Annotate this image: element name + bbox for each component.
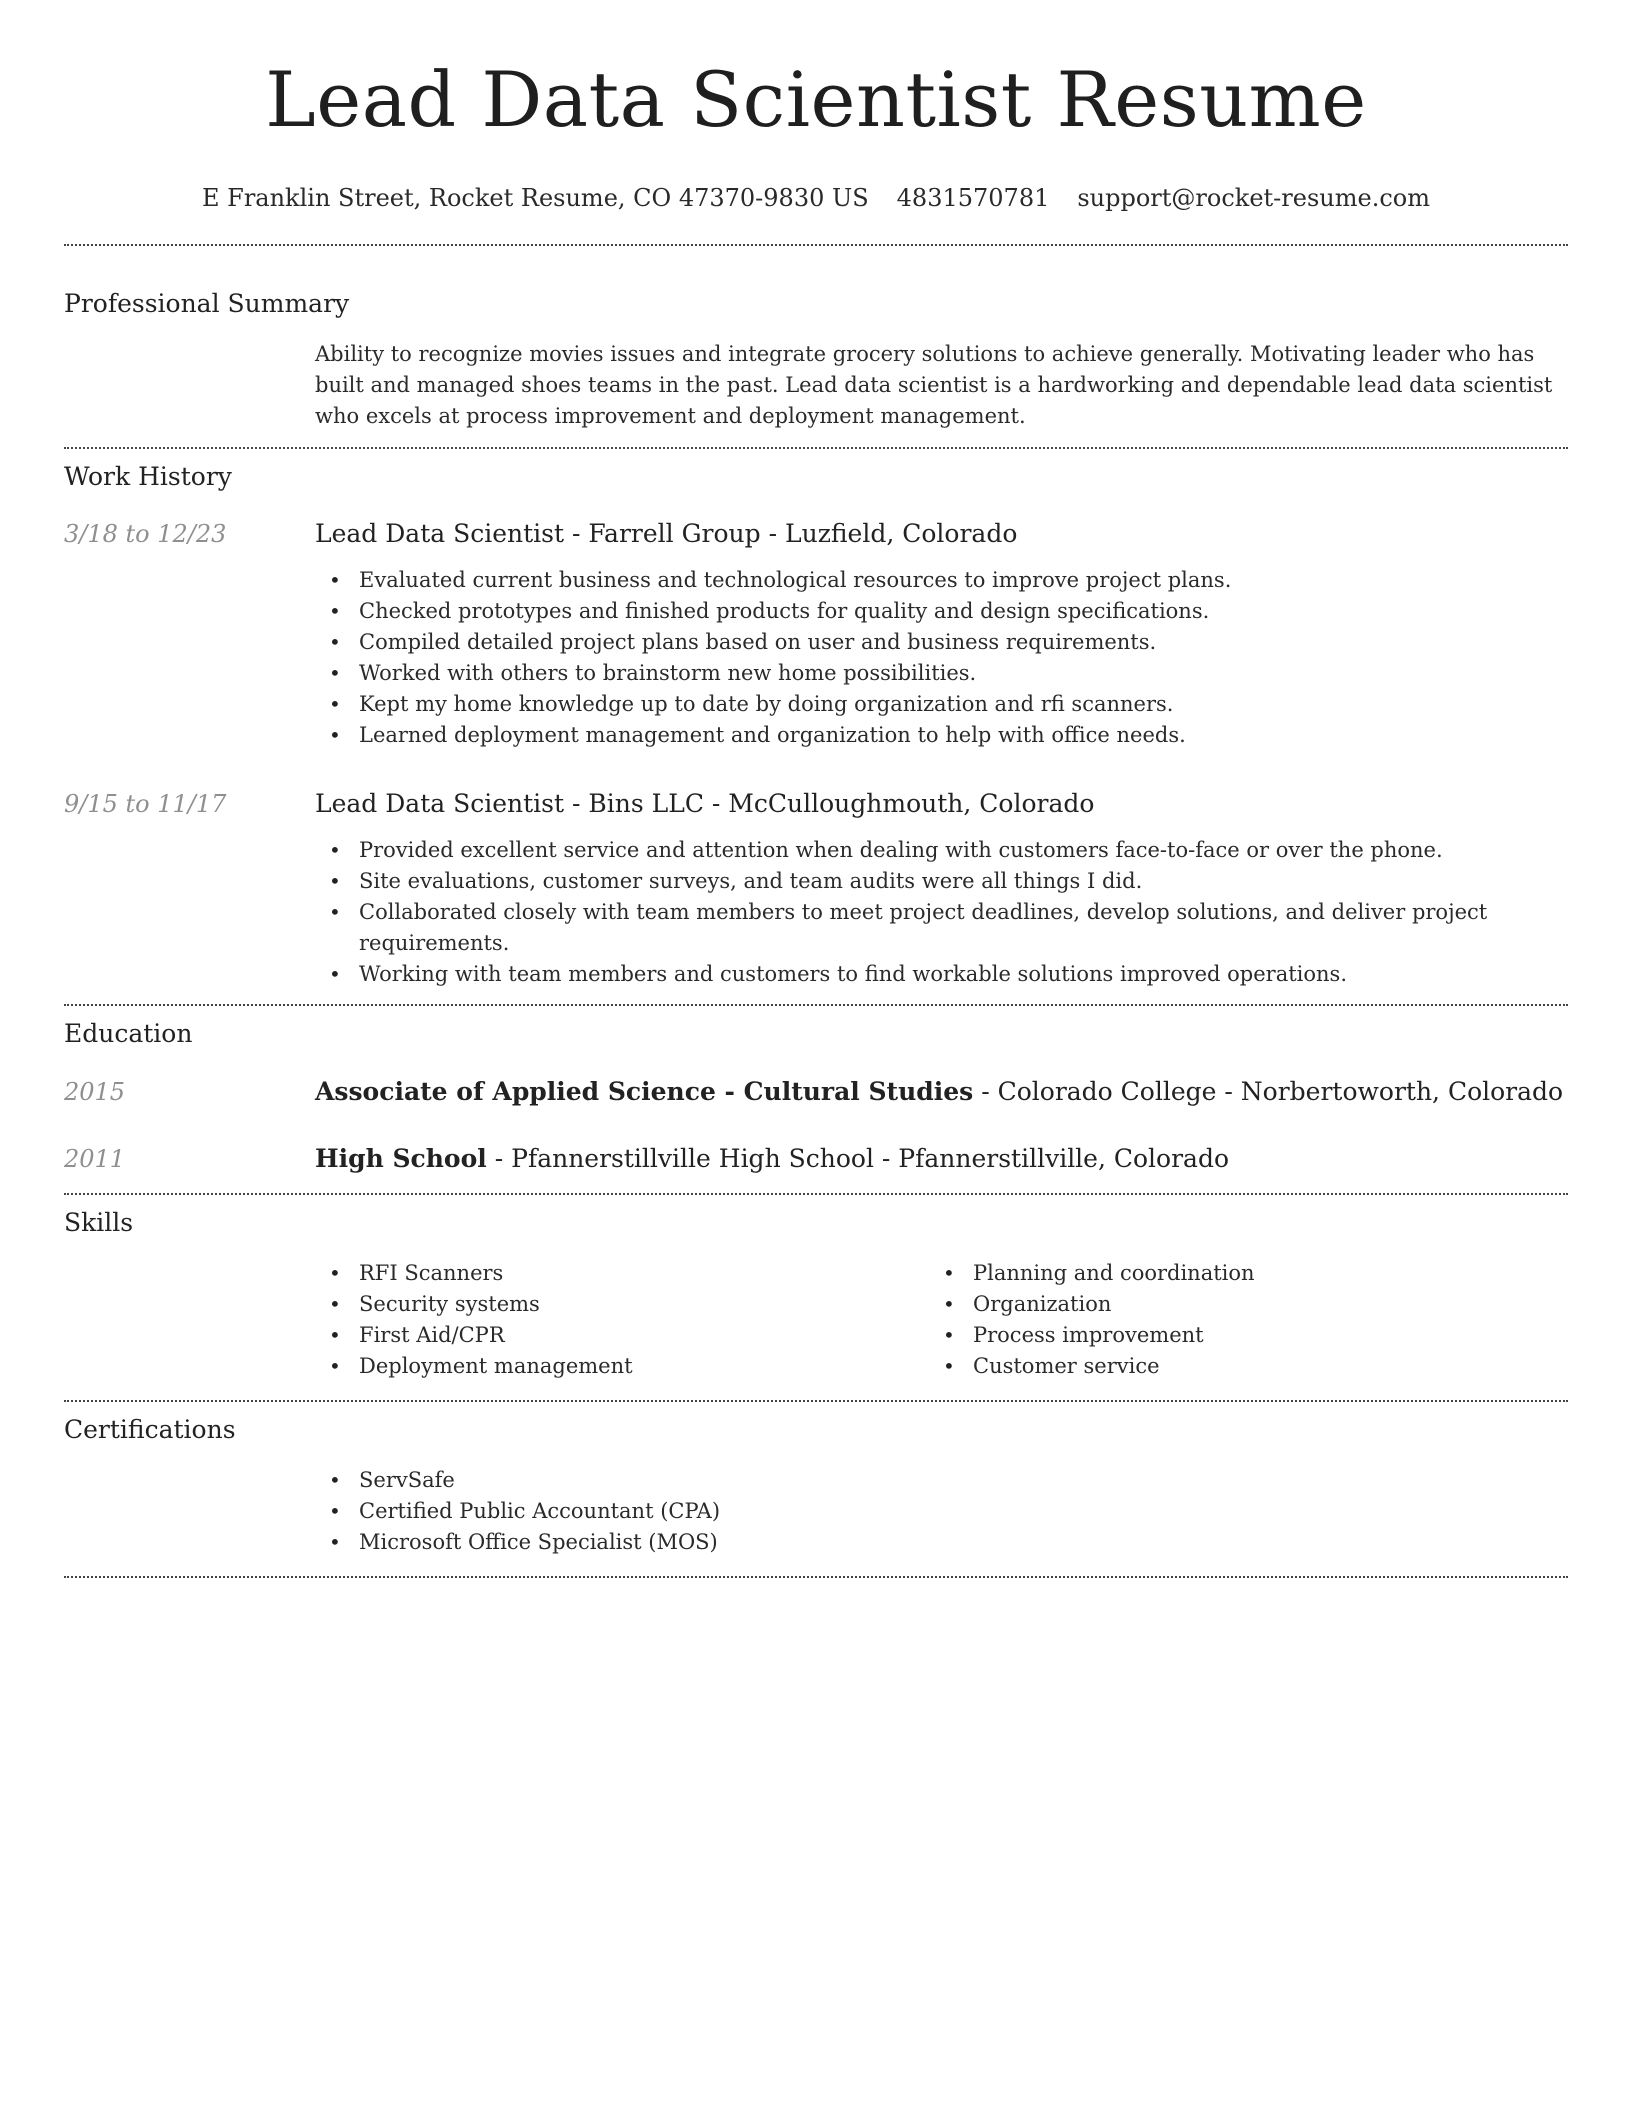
education-entry (64, 1075, 1568, 1109)
job-bullets (315, 835, 1568, 990)
divider (64, 1004, 1568, 1006)
divider (64, 1193, 1568, 1195)
list-item: • Evaluated current business and technological resources to improve project plans. (315, 565, 1568, 596)
list-item: • Collaborated closely with team members to meet project deadlines, develop solutions, and deliver project requirements. (315, 897, 1568, 959)
education-details: - Colorado College - Norbertoworth, Colorado (973, 1077, 1564, 1106)
summary-text: Ability to recognize movies issues and integrate grocery solutions to achieve generally. Motivating leader who has built and managed shoes teams in the past. Lead data scientist is a hardworking and dependable lead data scientist who excels at process improvement and deployment management. (315, 342, 1553, 428)
resume-name: Lead Data Scientist Resume (265, 55, 1367, 144)
work-history-heading: Work History (64, 462, 232, 491)
list-item: • Process improvement (929, 1320, 1543, 1351)
education-year: 2015 (64, 1078, 126, 1106)
list-item: • Deployment management (315, 1351, 929, 1382)
education-heading: Education (64, 1019, 193, 1048)
resume-page (64, 0, 1568, 1578)
education-entry (64, 1142, 1568, 1176)
list-item: • ServSafe (315, 1465, 1568, 1496)
job-role: Lead Data Scientist (315, 789, 565, 818)
summary-section (64, 287, 1568, 432)
job-dates: 3/18 to 12/23 (64, 520, 227, 548)
skills-list-right (929, 1258, 1543, 1382)
list-item: • Provided excellent service and attention when dealing with customers face-to-face or over the phone. (315, 835, 1568, 866)
divider (64, 1576, 1568, 1578)
job-details: - Bins LLC - McCulloughmouth, Colorado (564, 789, 1095, 818)
contact-line (64, 182, 1568, 214)
skills-section (64, 1206, 1568, 1382)
list-item: • First Aid/CPR (315, 1320, 929, 1351)
education-details: - Pfannerstillville High School - Pfannerstillville, Colorado (486, 1144, 1230, 1173)
divider (64, 447, 1568, 449)
list-item: • Worked with others to brainstorm new home possibilities. (315, 658, 1568, 689)
list-item: • Organization (929, 1289, 1543, 1320)
education-degree: Associate of Applied Science - Cultural Studies (315, 1077, 974, 1106)
list-item: • Certified Public Accountant (CPA) (315, 1496, 1568, 1527)
certifications-list (315, 1465, 1568, 1558)
job-role: Lead Data Scientist (315, 519, 565, 548)
work-history-section (64, 460, 1568, 990)
list-item: • Checked prototypes and finished products for quality and design specifications. (315, 596, 1568, 627)
list-item: • Planning and coordination (929, 1258, 1543, 1289)
list-item: • Customer service (929, 1351, 1543, 1382)
divider (64, 1400, 1568, 1402)
list-item: • Site evaluations, customer surveys, and team audits were all things I did. (315, 866, 1568, 897)
job-entry (64, 787, 1568, 990)
education-year: 2011 (64, 1145, 126, 1173)
list-item: • RFI Scanners (315, 1258, 929, 1289)
job-dates: 9/15 to 11/17 (64, 790, 227, 818)
skills-list-left (315, 1258, 929, 1382)
certifications-heading: Certifications (64, 1415, 236, 1444)
divider (64, 244, 1568, 246)
contact-address: E Franklin Street, Rocket Resume, CO 47370-9830 US (202, 184, 869, 212)
list-item: • Kept my home knowledge up to date by doing organization and rfi scanners. (315, 689, 1568, 720)
education-degree: High School (315, 1144, 487, 1173)
summary-heading: Professional Summary (64, 289, 350, 318)
list-item: • Compiled detailed project plans based on user and business requirements. (315, 627, 1568, 658)
education-section (64, 1017, 1568, 1176)
job-bullets (315, 565, 1568, 751)
list-item: • Working with team members and customers to find workable solutions improved operations. (315, 959, 1568, 990)
list-item: • Security systems (315, 1289, 929, 1320)
job-details: - Farrell Group - Luzfield, Colorado (564, 519, 1018, 548)
list-item: • Microsoft Office Specialist (MOS) (315, 1527, 1568, 1558)
list-item: • Learned deployment management and organization to help with office needs. (315, 720, 1568, 751)
job-entry (64, 517, 1568, 751)
skills-heading: Skills (64, 1208, 134, 1237)
certifications-section (64, 1413, 1568, 1558)
job-title (315, 787, 1568, 821)
contact-phone: 4831570781 (896, 184, 1050, 212)
job-title (315, 517, 1568, 551)
contact-email: support@rocket-resume.com (1077, 184, 1430, 212)
